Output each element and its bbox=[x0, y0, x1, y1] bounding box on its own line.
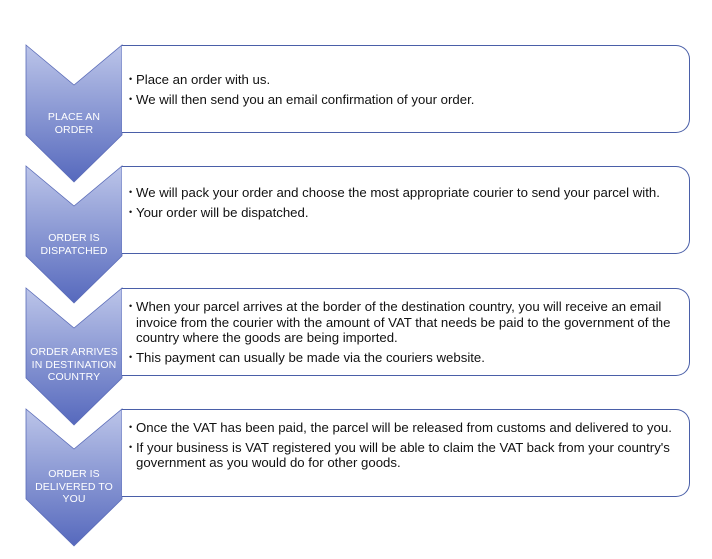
bullet-item: • This payment can usually be made via the couriers website. bbox=[129, 350, 679, 366]
bullet-list bbox=[129, 299, 679, 369]
bullet-list bbox=[129, 72, 679, 111]
step-description-box-1 bbox=[122, 45, 690, 133]
bullet-item: • When your parcel arrives at the border of the destination country, you will receive an email invoice from the courier with the amount of VAT that needs be paid to the government of the country where the goods are being imported. bbox=[129, 299, 679, 346]
bullet-item: • We will pack your order and choose the most appropriate courier to send your parcel with. bbox=[129, 185, 679, 201]
step-label: PLACE AN ORDER bbox=[47, 111, 101, 136]
step-description-box-4 bbox=[122, 409, 690, 497]
bullet-item: • Place an order with us. bbox=[129, 72, 679, 88]
bullet-item: • Once the VAT has been paid, the parcel will be released from customs and delivered to you. bbox=[129, 420, 679, 436]
bullet-list bbox=[129, 420, 679, 475]
bullet-item: • Your order will be dispatched. bbox=[129, 205, 679, 221]
step-label: ORDER IS DISPATCHED bbox=[40, 232, 108, 257]
step-description-box-2 bbox=[122, 166, 690, 254]
step-label: ORDER IS DELIVERED TO YOU bbox=[35, 468, 113, 505]
step-description-box-3 bbox=[122, 288, 690, 376]
bullet-item: • We will then send you an email confirmation of your order. bbox=[129, 92, 679, 108]
step-label: ORDER ARRIVES IN DESTINATION COUNTRY bbox=[30, 346, 118, 383]
bullet-list bbox=[129, 185, 679, 224]
bullet-item: • If your business is VAT registered you will be able to claim the VAT back from your country's government as you would do for other goods. bbox=[129, 440, 679, 471]
